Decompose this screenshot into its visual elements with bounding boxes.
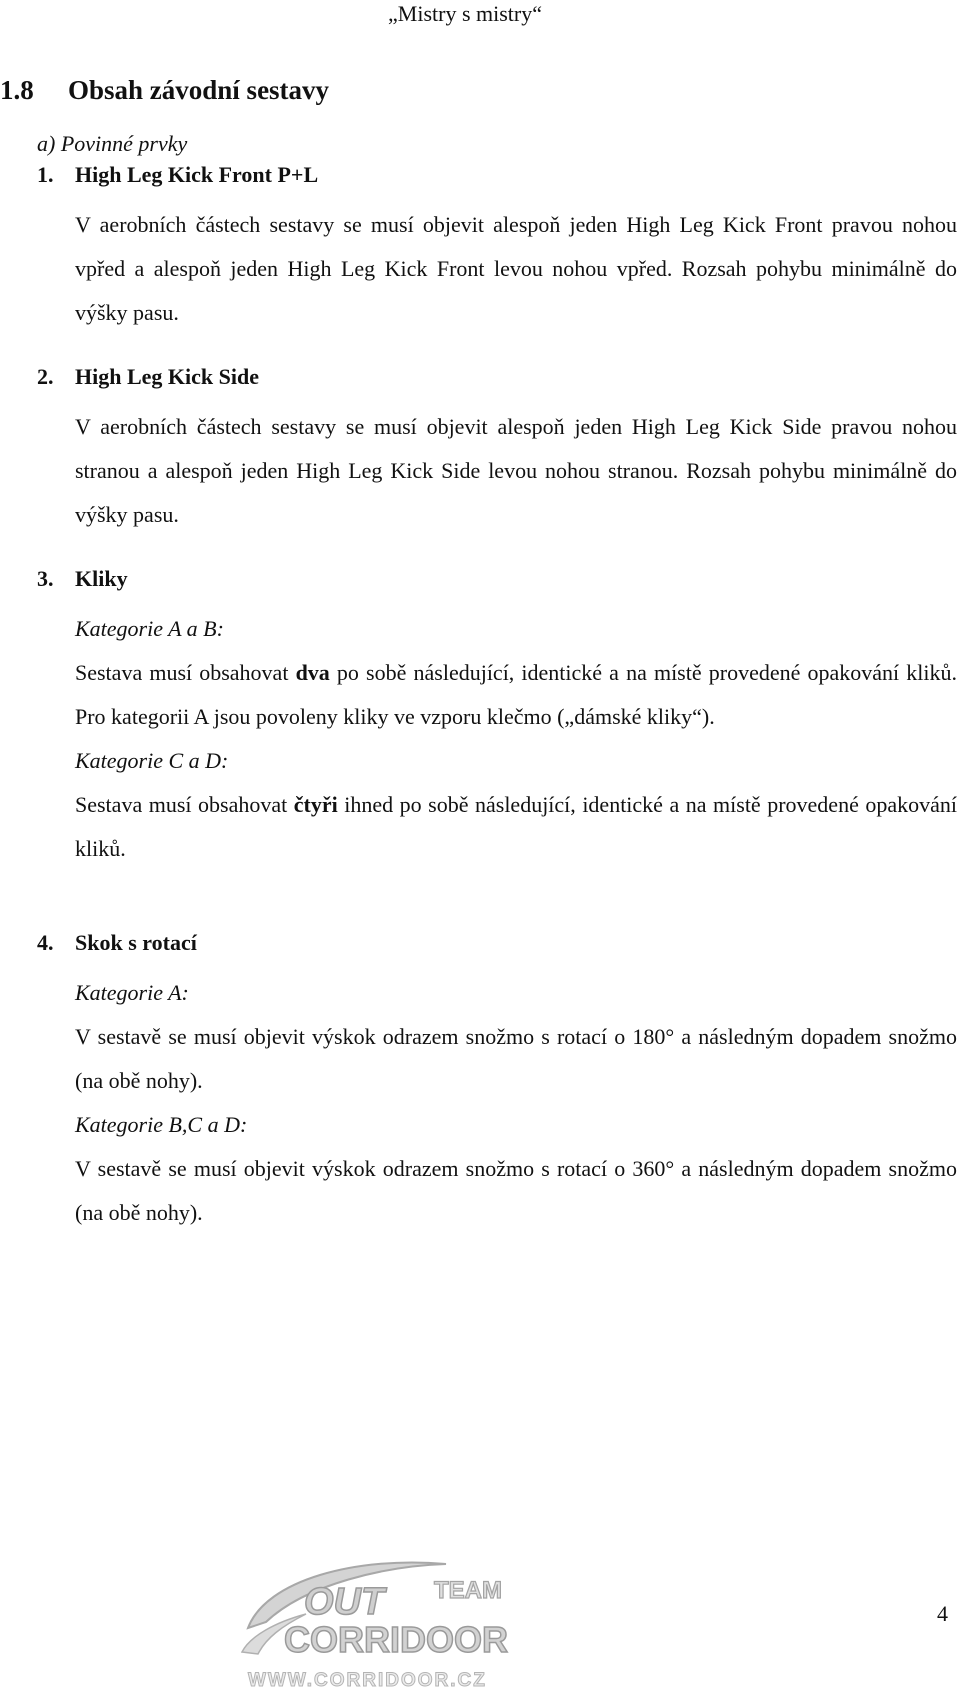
item-title (0, 361, 960, 405)
logo-word-team: TEAM (434, 1577, 502, 1604)
item-paragraph: V aerobních částech sestavy se musí objevit alespoň jeden High Leg Kick Front pravou nohou vpřed a alespoň jeden High Leg Kick Front levou nohou vpřed. Rozsah pohybu minimálně do výšky pasu. (75, 212, 957, 325)
item-title-text: High Leg Kick Front P+L (75, 162, 319, 187)
item-title (0, 563, 960, 607)
category-label: Kategorie C a D: (75, 748, 229, 773)
item-high-leg-kick-front (0, 159, 960, 335)
category-label: Kategorie B,C a D: (75, 1112, 248, 1137)
item-title (0, 927, 960, 971)
item-number: 1. (37, 162, 54, 187)
text-run: po sobě následující, identické a na místě provedené opakování kliků. Pro kategorii A jsou povoleny kliky ve vzporu klečmo („dámské kliky“). (75, 660, 957, 729)
item-title-text: Kliky (75, 566, 128, 591)
logo-word-corridoor: CORRIDOOR (284, 1619, 508, 1660)
item-high-leg-kick-side (0, 361, 960, 537)
item-title-text: Skok s rotací (75, 930, 197, 955)
category-label: Kategorie A: (75, 980, 189, 1005)
logo-word-out: OUT (304, 1581, 385, 1623)
emphasis-count: čtyři (293, 792, 338, 817)
subheading-mandatory-elements: a) Povinné prvky (37, 131, 188, 156)
item-kliky (0, 563, 960, 871)
section-number: 1.8 (0, 75, 34, 105)
item-paragraph: V sestavě se musí objevit výskok odrazem snožmo s rotací o 180° a následným dopadem snožmo (na obě nohy). (75, 1024, 957, 1093)
page-number: 4 (937, 1601, 948, 1626)
category-label: Kategorie A a B: (75, 616, 224, 641)
item-number: 3. (37, 566, 54, 591)
item-number: 2. (37, 364, 54, 389)
item-paragraph: V aerobních částech sestavy se musí objevit alespoň jeden High Leg Kick Side pravou nohou stranou a alespoň jeden High Leg Kick Side levou nohou stranou. Rozsah pohybu minimálně do výšky pasu. (75, 414, 957, 527)
corridoor-team-logo (236, 1556, 566, 1693)
running-header: „Mistry s mistry“ (388, 1, 542, 26)
item-title-text: High Leg Kick Side (75, 364, 259, 389)
item-paragraph: V sestavě se musí objevit výskok odrazem snožmo s rotací o 360° a následným dopadem snožmo (na obě nohy). (75, 1156, 957, 1225)
text-run: ihned po sobě následující, identické a na místě provedené opakování kliků. (75, 792, 957, 861)
section-heading (0, 72, 329, 108)
emphasis-count: dva (295, 660, 330, 685)
item-paragraph (75, 651, 957, 739)
text-run: Sestava musí obsahovat (75, 792, 294, 817)
item-title (0, 159, 960, 203)
item-paragraph (75, 783, 957, 871)
item-number: 4. (37, 930, 54, 955)
item-skok-s-rotaci (0, 927, 960, 1235)
text-run: Sestava musí obsahovat (75, 660, 296, 685)
logo-url: WWW.CORRIDOOR.CZ (248, 1670, 487, 1691)
section-title: Obsah závodní sestavy (68, 75, 330, 105)
